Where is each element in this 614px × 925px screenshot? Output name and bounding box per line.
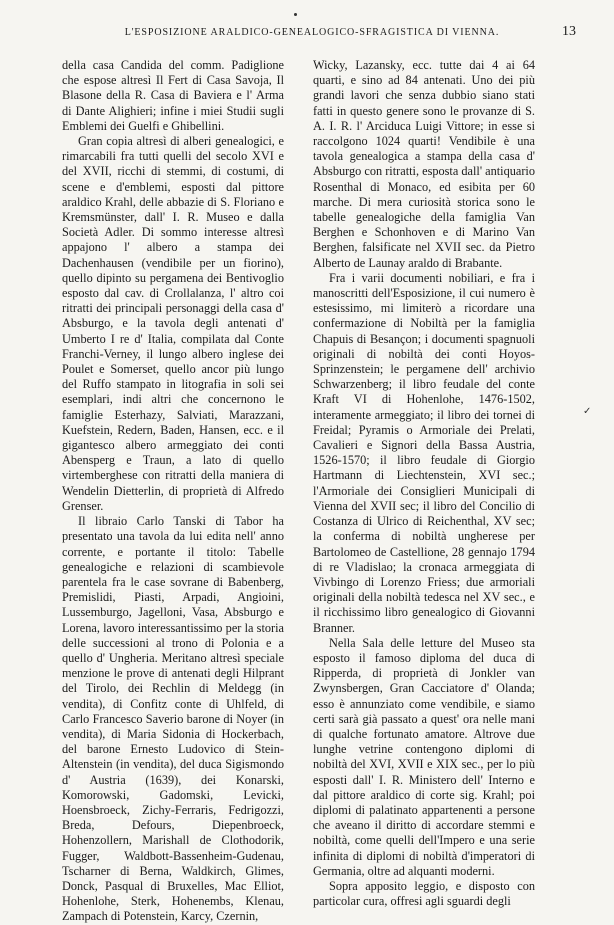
running-title: L'ESPOSIZIONE ARALDICO-GENEALOGICO-SFRAGISTICA DI VIENNA. xyxy=(124,27,500,38)
printer-mark xyxy=(294,13,297,16)
paragraph: Il libraio Carlo Tanski di Tabor ha presentato una tavola da lui edita nell' anno corrente, e portante il titolo: Tabelle genealogiche e relazioni di scambievole parentela fra le case sovrane di Babenberg, Premislidi, Piasti, Arpadi, Angioini, Lussemburgo, Jagelloni, Vasa, Absburgo e Lorena, lavoro interessantissimo per la storia delle successioni al trono di Polonia e a quello d' Ungheria. Meritano altresì speciale menzione le prove di antenati degli Hilprant del Tirolo, dei Rechlin di Meldegg (in vendita), di Confitz conte di Uhlfeld, di Carlo Francesco Saverio barone di Noyer (in vendita), di Maria Sidonia di Hockerbach, del barone Ernesto Ludovico di Stein-Altenstein (in vendita), del duca Sigismondo d' Austria (1639), dei Konarski, Komorowski, Gadomski, Levicki, Hoensbroeck, Zichy-Ferraris, Fedrigozzi, Breda, Defours, Diepenbroeck, Hohenzollern, Marishall de Clothodorik, Fugger, Waldbott-Bassenheim-Gudenau, Tscharner di Berna, Waldkirch, Glimes, Donck, Pasqual di Bruxelles, Mac Elliot, Hohenlohe, Sterk, Hohenembs, Klenau, Zampach di Potenstein, Karcy, Czernin, xyxy=(62,514,284,924)
left-column xyxy=(62,58,284,925)
paragraph: Wicky, Lazansky, ecc. tutte dai 4 ai 64 quarti, e sino ad 84 antenati. Uno dei più grandi lavori che senza dubbio siano stati fatti in questo genere sono le provanze di S. A. I. R. l' Arciduca Luigi Vittore; in esse si raccolgono 1024 quarti! Vendibile è una tavola genealogica a stampa della casa d' Absburgo con ritratti, esposta dall' antiquario Rosenthal di Monaco, ed esibita per 60 marche. Di mera curiosità storica sono le tabelle genealogiche della famiglia Van Berghen e Schonhoven e di Marino Van Berghen, falsificate nel XVII sec. da Pietro Alberto de Launay araldo di Brabante. xyxy=(313,58,535,270)
paragraph: Sopra apposito leggio, e disposto con particolar cura, offresi agli sguardi degli xyxy=(313,878,535,909)
paragraph: Gran copia altresì di alberi genealogici, e rimarcabili fra tutti quelli del secolo XVI e del XVII, ricchi di stemmi, di costumi, di scene e d'emblemi, esposti dal pittore araldico Krahl, delle abbazie di S. Floriano e Kremsmünster, dall' I. R. Museo e dalla Società Adler. Di sommo interesse altresì appajono l' albero a stampa dei Dachenhausen (vendibile per un fiorino), quello dipinto su pergamena dei Bentivoglio esposto dal cav. di Crollalanza, l' altro coi ritratti dei principali personaggi della casa d' Absburgo, e la tavola degli antenati d' Umberto I re d' Italia, compilata dal Conte Franchi-Verney, il lungo albero inglese dei Poulet e Somerset, quello ancor più lungo del Ruffo stampato in litografia in soli sei esemplari, indi altri che concernono le famiglie Esterhazy, Salviati, Marazzani, Kuefstein, Redern, Baden, Hansen, ecc. e il gigantesco albero armeggiato dei conti Abensperg e Traun, a lato di quello virtemberghese con ritratti della maniera di Wendelin Dietterlin, di proprietà di Alfredo Grenser. xyxy=(62,134,284,513)
paragraph: Fra i varii documenti nobiliari, e fra i manoscritti dell'Esposizione, il cui numero è estesissimo, mi limiterò a ricordare una confermazione di Nobiltà per la famiglia Chapuis di Besançon; i documenti spagnuoli originali di nobiltà dei conti Hoyos-Sprinzenstein; le pergamene dell' archivio Schwarzenberg; il libro feudale del conte Kraft VI di Hohenlohe, 1476-1502, interamente armeggiato; il libro dei tornei di Freidal; Pyramis o Armoriale dei Prelati, Cavalieri e Signori della Bassa Austria, 1526-1570; il libro feudale di Giorgio Hartmann di Liechtenstein, XVI sec.; l'Armoriale dei Consiglieri Municipali di Vienna del XVII sec; il libro del Concilio di Costanza di Ulrico di Reichenthal, XV sec; la conferma di nobiltà ungherese per Bartolomeo de Castellione, 28 gennajo 1794 di re Vladislao; la cronaca armeggiata di Vivbingo di Lorenzo Friess; due armoriali originali della nobiltà tedesca nel XV sec., e il ricchissimo libro genealogico di Giovanni Branner. xyxy=(313,270,535,635)
page-number: 13 xyxy=(562,24,576,39)
right-column xyxy=(313,58,535,909)
paragraph: della casa Candida del comm. Padiglione che espose altresì Il Fert di Casa Savoja, Il Blasone della R. Casa di Baviera e l' Arma di Dante Alighieri; infine i miei Studii sugli Emblemi dei Guelfi e Ghibellini. xyxy=(62,58,284,133)
margin-mark: ✓ xyxy=(583,406,592,417)
paragraph: Nella Sala delle letture del Museo sta esposto il famoso diploma del duca di Ripperda, di proprietà di Jonkler van Zwynsbergen, Gran Cacciatore d' Olanda; esso è annunziato come vendibile, e siamo certi sarà già passato a quest' ora nelle mani di qualche fortunato amatore. Altrove due lunghe vetrine contengono diplomi di nobiltà del XVI, XVII e XIX sec., per lo più esposti dall' I. R. Ministero dell' Interno e dal pittore araldico di corte sig. Krahl; poi diplomi di palatinato appartenenti a persone che aveano il diritto di accordare stemmi e nobiltà, come quelli dell'Impero e una serie infinita di diplomi di nobiltà d'imperatori di Germania, oltre ad alquanti moderni. xyxy=(313,635,535,878)
